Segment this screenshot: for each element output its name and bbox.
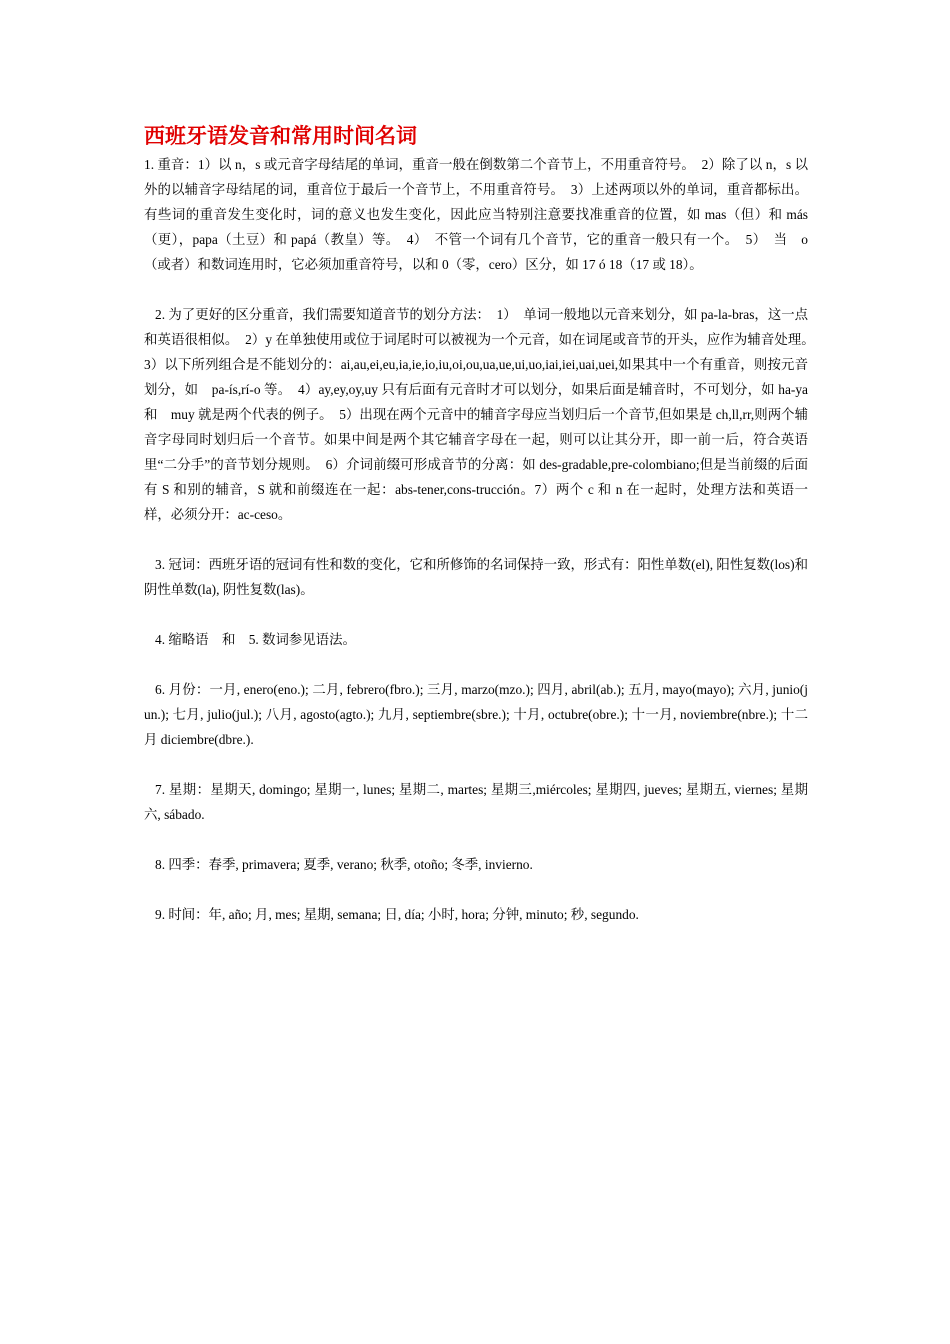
paragraph-seasons: 8. 四季：春季, primavera; 夏季, verano; 秋季, otoño; 冬季, invierno. <box>155 857 533 872</box>
paragraph-articles: 3. 冠词：西班牙语的冠词有性和数的变化，它和所修饰的名词保持一致，形式有：阳性单数(el), 阳性复数(los)和阴性单数(la), 阴性复数(las)。 <box>144 557 808 597</box>
paragraph-stress: 1. 重音：1）以 n，s 或元音字母结尾的单词，重音一般在倒数第二个音节上，不用重音符号。 2）除了以 n，s 以外的以辅音字母结尾的词，重音位于最后一个音节上，不用重音符号。 3）上述两项以外的单词，重音都标出。有些词的重音发生变化时，词的意义也发生变化，因此应当特别注意要找准重音的位置，如 mas（但）和 más（更），papa（土豆）和 papá（教皇）等。 4） 不管一个词有几个音节，它的重音一般只有一个。 5） 当 o （或者）和数词连用时，它必须加重音符号，以和 0（零，cero）区分，如 17 ó 18（17 或 18）。 <box>144 157 808 272</box>
paragraph-weekdays: 7. 星期：星期天, domingo; 星期一, lunes; 星期二, martes; 星期三,miércoles; 星期四, jueves; 星期五, viernes; 星期六, sábado. <box>144 782 808 822</box>
document-title: 西班牙语发音和常用时间名词 <box>144 124 417 148</box>
paragraph-abbreviations: 4. 缩略语 和 5. 数词参见语法。 <box>155 632 356 647</box>
document-page <box>144 120 822 952</box>
paragraph-syllables: 2. 为了更好的区分重音，我们需要知道音节的划分方法： 1） 单词一般地以元音来划分，如 pa-la-bras，这一点和英语很相似。 2）y 在单独使用或位于词尾时可以被视为一个元音，如在词尾或音节的开头，应作为辅音处理。 3）以下所列组合是不能划分的：ai,au,ei,eu,ia,ie,io,iu,oi,ou,ua,ue,ui,uo,iai,iei,uai,uei,如果其中一个有重音，则按元音划分，如 pa-ís,rí-o 等。 4）ay,ey,oy,uy 只有后面有元音时才可以划分，如果后面是辅音时，不可划分，如 ha-ya 和 muy 就是两个代表的例子。 5）出现在两个元音中的辅音字母应当划归后一个音节,但如果是 ch,ll,rr,则两个辅音字母同时划归后一个音节。如果中间是两个其它辅音字母在一起，则可以让其分开，即一前一后，符合英语里“二分手”的音节划分规则。 6）介词前缀可形成音节的分离：如 des-gradable,pre-colombiano;但是当前缀的后面有 S 和别的辅音，S 就和前缀连在一起：abs-tener,cons-trucción。7）两个 c 和 n 在一起时，处理方法和英语一样，必须分开：ac-ceso。 <box>144 307 822 522</box>
paragraph-months: 6. 月份：一月, enero(eno.); 二月, febrero(fbro.); 三月, marzo(mzo.); 四月, abril(ab.); 五月, mayo(mayo); 六月, junio(jun.); 七月, julio(jul.); 八月, agosto(agto.); 九月, septiembre(sbre.); 十月, octubre(obre.); 十一月, noviembre(nbre.); 十二月 diciembre(dbre.). <box>144 682 808 747</box>
paragraph-time: 9. 时间：年, año; 月, mes; 星期, semana; 日, día; 小时, hora; 分钟, minuto; 秒, segundo. <box>155 907 639 922</box>
